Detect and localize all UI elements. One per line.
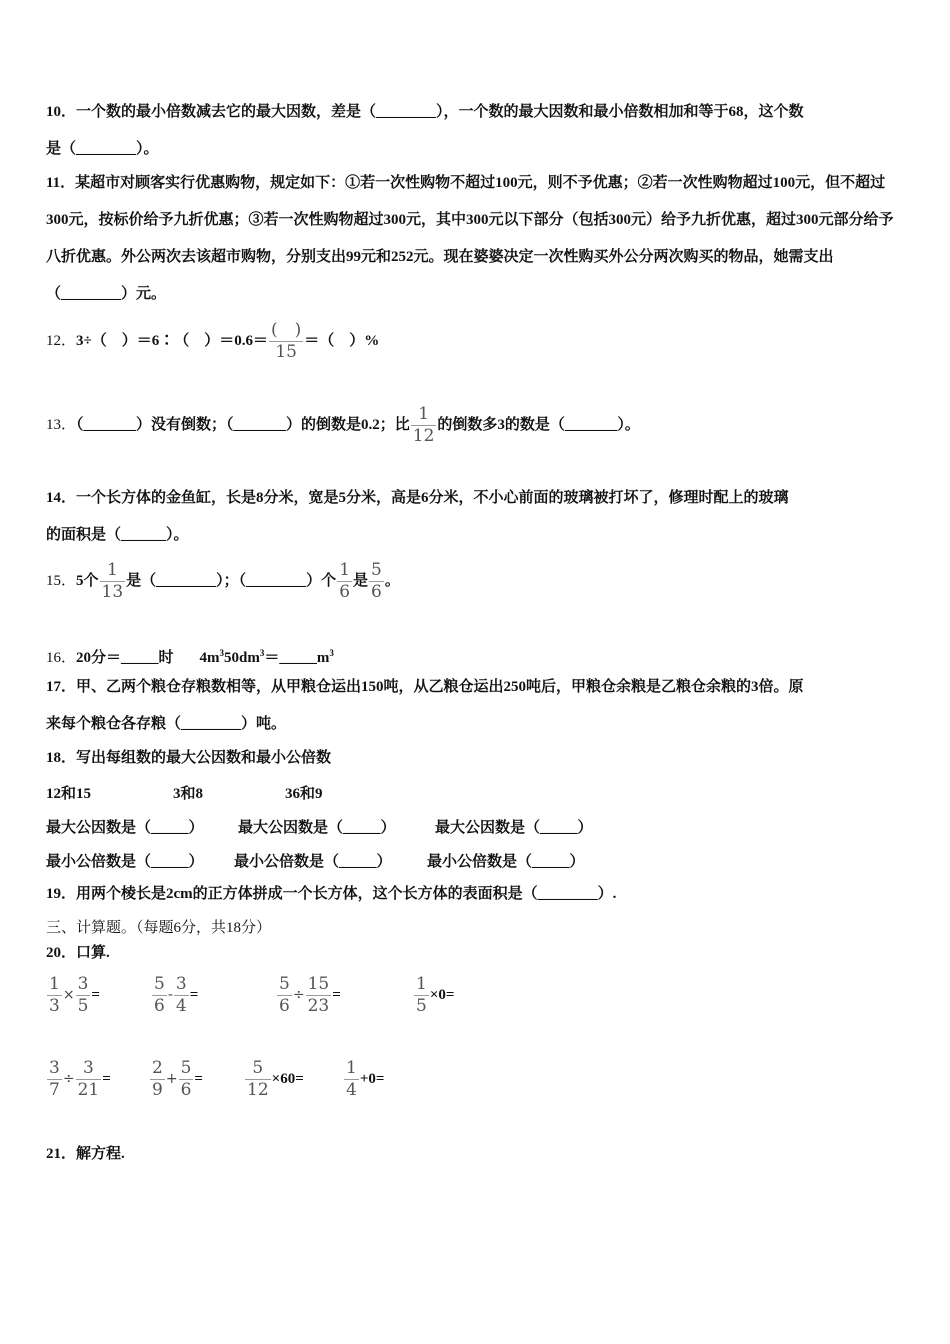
question-17-line1: 17．甲、乙两个粮仓存粮数相等，从甲粮仓运出150吨，从乙粮仓运出250吨后，甲粮仓余粮是乙粮仓余粮的3倍。原 [46, 679, 804, 695]
question-19: 19．用两个棱长是2cm的正方体拼成一个长方体，这个长方体的表面积是（________）. [46, 886, 617, 902]
gcd-answer: 最大公因数是（_____） [238, 820, 396, 836]
section-heading: 三、计算题。（每题6分，共18分） [46, 920, 272, 936]
calc-item: $\frac{5}{6}$ ÷ $\frac{15}{23}$ = [279, 974, 341, 1016]
question-15: 15．5个 $\frac{1}{13}$ 是（________）；（________）个 $\frac{1}{6}$ 是 $\frac{5}{6}$ 。 [46, 560, 400, 602]
question-16: 16．20分＝_____时 $4m^350dm^3=\_\_\_\_\_m^3$ [46, 648, 334, 666]
fraction: $\frac{5}{6}$ [371, 560, 382, 602]
lcm-answer: 最小公倍数是（_____） [427, 854, 585, 870]
gcd-answer: 最大公因数是（_____） [435, 820, 593, 836]
question-14-line2: 的面积是（______）。 [46, 527, 189, 543]
lcm-answer: 最小公倍数是（_____） [46, 854, 204, 870]
calc-item: $\frac{1}{4}$ +0= [346, 1058, 385, 1100]
calc-item: $\frac{3}{7}$ ÷ $\frac{3}{21}$ = [49, 1058, 111, 1100]
lcm-answer: 最小公倍数是（_____） [234, 854, 392, 870]
calc-item: $\frac{5}{12}$ ×60= [247, 1058, 304, 1100]
question-17-line2: 来每个粮仓各存粮（________）吨。 [46, 716, 287, 732]
question-20-title: 20．口算. [46, 945, 110, 961]
calc-item: $\frac{1}{3}$ × $\frac{3}{5}$ = [49, 974, 100, 1016]
fraction: $\frac{1}{13}$ [101, 560, 124, 602]
gcd-answer: 最大公因数是（_____） [46, 820, 204, 836]
fraction: $\frac{( )}{15}$ [271, 320, 302, 362]
question-18-title: 18．写出每组数的最大公因数和最小公倍数 [46, 750, 332, 766]
group-label: 36和9 [285, 786, 323, 802]
group-label: 3和8 [173, 786, 204, 802]
question-12: 12．3÷（ ）＝6∶（ ）＝0.6＝ $\frac{( )}{15}$ ＝（ ）% [46, 320, 380, 362]
question-10-line1: 10．一个数的最小倍数减去它的最大因数，差是（________），一个数的最大因数和最小倍数相加和等于68，这个数 [46, 104, 804, 120]
calc-item: $\frac{1}{5}$ ×0= [416, 974, 455, 1016]
calc-item: $\frac{2}{9}$ + $\frac{5}{6}$ = [152, 1058, 203, 1100]
fraction: $\frac{1}{12}$ [412, 404, 435, 446]
question-13: 13．（_______）没有倒数；（_______）的倒数是0.2；比 $\frac{1}{12}$ 的倒数多3的数是（_______）。 [46, 404, 640, 446]
calc-item: $\frac{5}{6}$ - $\frac{3}{4}$ = [154, 974, 199, 1016]
question-10-line2: 是（________）。 [46, 141, 159, 157]
group-label: 12和15 [46, 786, 92, 802]
question-11: 11．某超市对顾客实行优惠购物，规定如下：①若一次性购物不超过100元，则不予优惠；②若一次性购物超过100元，但不超过300元，按标价给予九折优惠；③若一次性购物超过300元，其中300元以下部分（包括300元）给予九折优惠，超过300元部分给予八折优惠。外公两次去该超市购物，分别支出99元和252元。现在婆婆决定一次性购买外公分两次购买的物品，她需支出（________）元。 [46, 175, 894, 302]
question-14-line1: 14．一个长方体的金鱼缸，长是8分米，宽是5分米，高是6分米，不小心前面的玻璃被打坏了，修理时配上的玻璃 [46, 490, 789, 506]
question-21-title: 21．解方程. [46, 1146, 125, 1162]
fraction: $\frac{1}{6}$ [339, 560, 351, 602]
